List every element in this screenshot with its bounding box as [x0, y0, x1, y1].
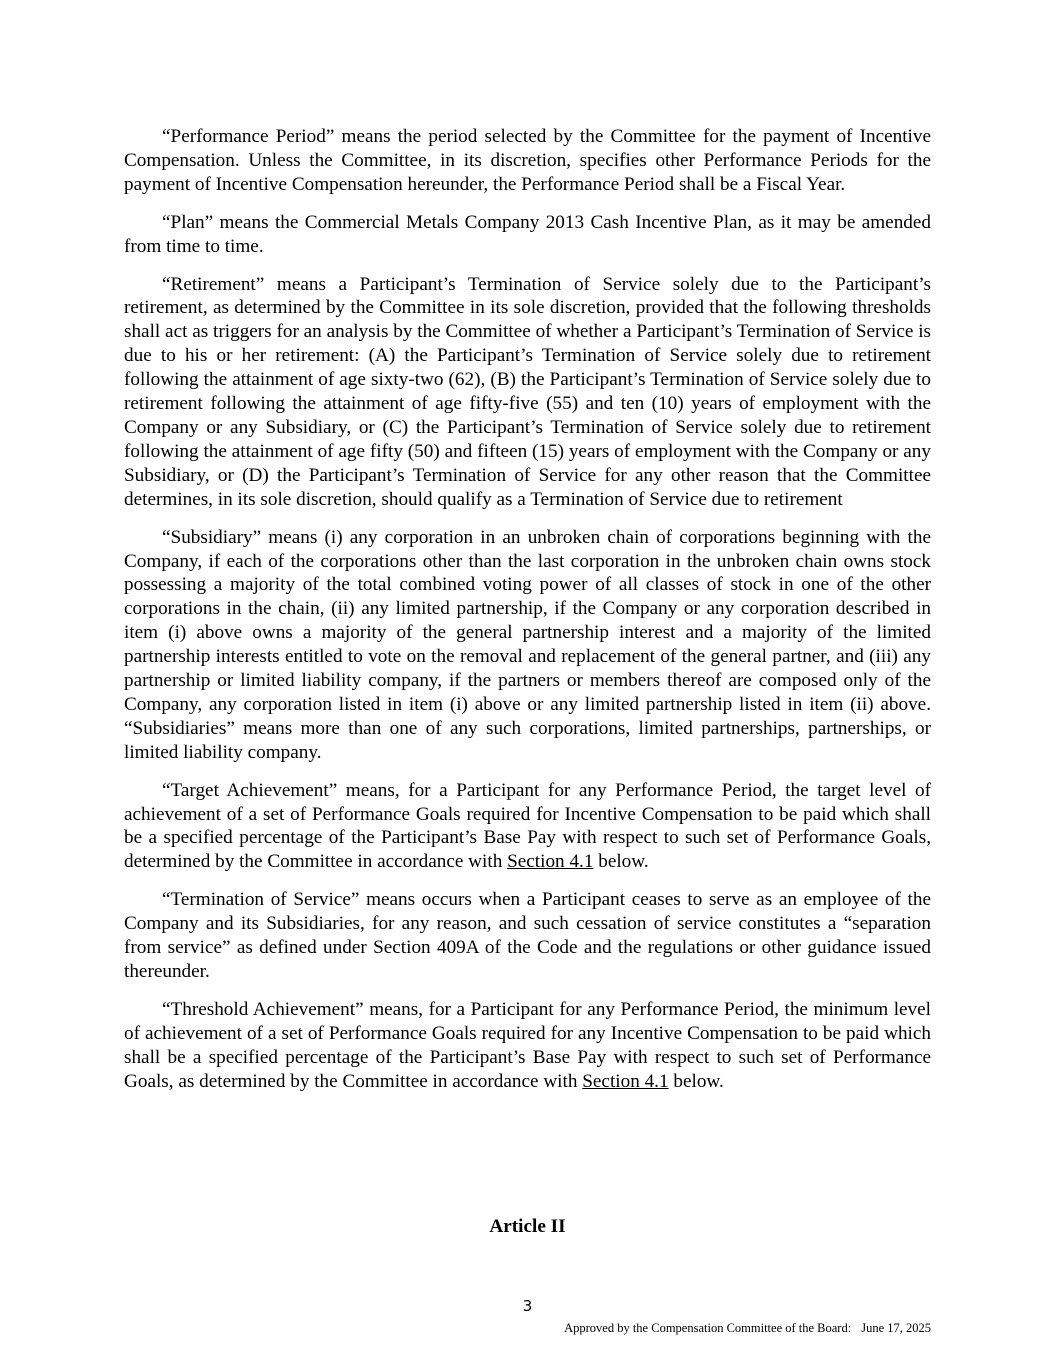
- definition-text: “Threshold Achievement” means, for a Participant for any Performance Period, the minimum level of achievement of a set of Performance Goals required for any Incentive Compensation to be paid which shall be a specified percentage of the Participant’s Base Pay with respect to such set of Performance Goals, as determined by the Committee in accordance with: [124, 998, 931, 1092]
- definition-subsidiary: “Subsidiary” means (i) any corporation in an unbroken chain of corporations beginning with the Company, if each of the corporations other than the last corporation in the unbroken chain owns stock possessing a majority of the total combined voting power of all classes of stock in one of the other corporations in the chain, (ii) any limited partnership, if the Company or any corporation described in item (i) above owns a majority of the general partnership interest and a majority of the limited partnership interests entitled to vote on the removal and replacement of the general partner, and (iii) any partnership or limited liability company, if the partners or members thereof are composed only of the Company, any corporation listed in item (i) above or any limited partnership listed in item (ii) above. “Subsidiaries” means more than one of any such corporations, limited partnerships, partnerships, or limited liability company.: [124, 526, 931, 763]
- definition-target-achievement: [124, 779, 931, 875]
- document-body: [124, 125, 931, 1108]
- definition-threshold-achievement: [124, 998, 931, 1094]
- approval-date: June 17, 2025: [861, 1321, 931, 1335]
- definition-retirement: “Retirement” means a Participant’s Termination of Service solely due to the Participant’s retirement, as determined by the Committee in its sole discretion, provided that the following thresholds shall act as triggers for an analysis by the Committee of whether a Participant’s Termination of Service is due to his or her retirement: (A) the Participant’s Termination of Service solely due to retirement following the attainment of age sixty-two (62), (B) the Participant’s Termination of Service solely due to retirement following the attainment of age fifty-five (55) and ten (10) years of employment with the Company or any Subsidiary, or (C) the Participant’s Termination of Service solely due to retirement following the attainment of age fifty (50) and fifteen (15) years of employment with the Company or any Subsidiary, or (D) the Participant’s Termination of Service for any other reason that the Committee determines, in its sole discretion, should qualify as a Termination of Service due to retirement: [124, 273, 931, 510]
- definition-text: “Target Achievement” means, for a Participant for any Performance Period, the target level of achievement of a set of Performance Goals required for Incentive Compensation to be paid which shall be a specified percentage of the Participant’s Base Pay with respect to such set of Performance Goals, determined by the Committee in accordance with: [124, 779, 931, 873]
- definition-plan: “Plan” means the Commercial Metals Company 2013 Cash Incentive Plan, as it may be amended from time to time.: [124, 211, 931, 257]
- section-4-1-link[interactable]: Section 4.1: [507, 851, 594, 873]
- definition-text-tail: below.: [593, 851, 649, 873]
- article-heading: Article II: [489, 1216, 566, 1237]
- definition-termination-of-service: “Termination of Service” means occurs when a Participant ceases to serve as an employee of the Company and its Subsidiaries, for any reason, and such cessation of service constitutes a “separation from service” as defined under Section 409A of the Code and the regulations or other guidance issued thereunder.: [124, 889, 931, 982]
- definition-text-tail: below.: [668, 1070, 724, 1092]
- approval-label: Approved by the Compensation Committee of the Board:: [564, 1321, 852, 1335]
- section-4-1-link[interactable]: Section 4.1: [582, 1070, 669, 1092]
- approval-footer: [564, 1320, 931, 1336]
- definition-performance-period: “Performance Period” means the period selected by the Committee for the payment of Incentive Compensation. Unless the Committee, in its discretion, specifies other Performance Periods for the payment of Incentive Compensation hereunder, the Performance Period shall be a Fiscal Year.: [124, 126, 931, 195]
- page-number: 3: [522, 1297, 533, 1315]
